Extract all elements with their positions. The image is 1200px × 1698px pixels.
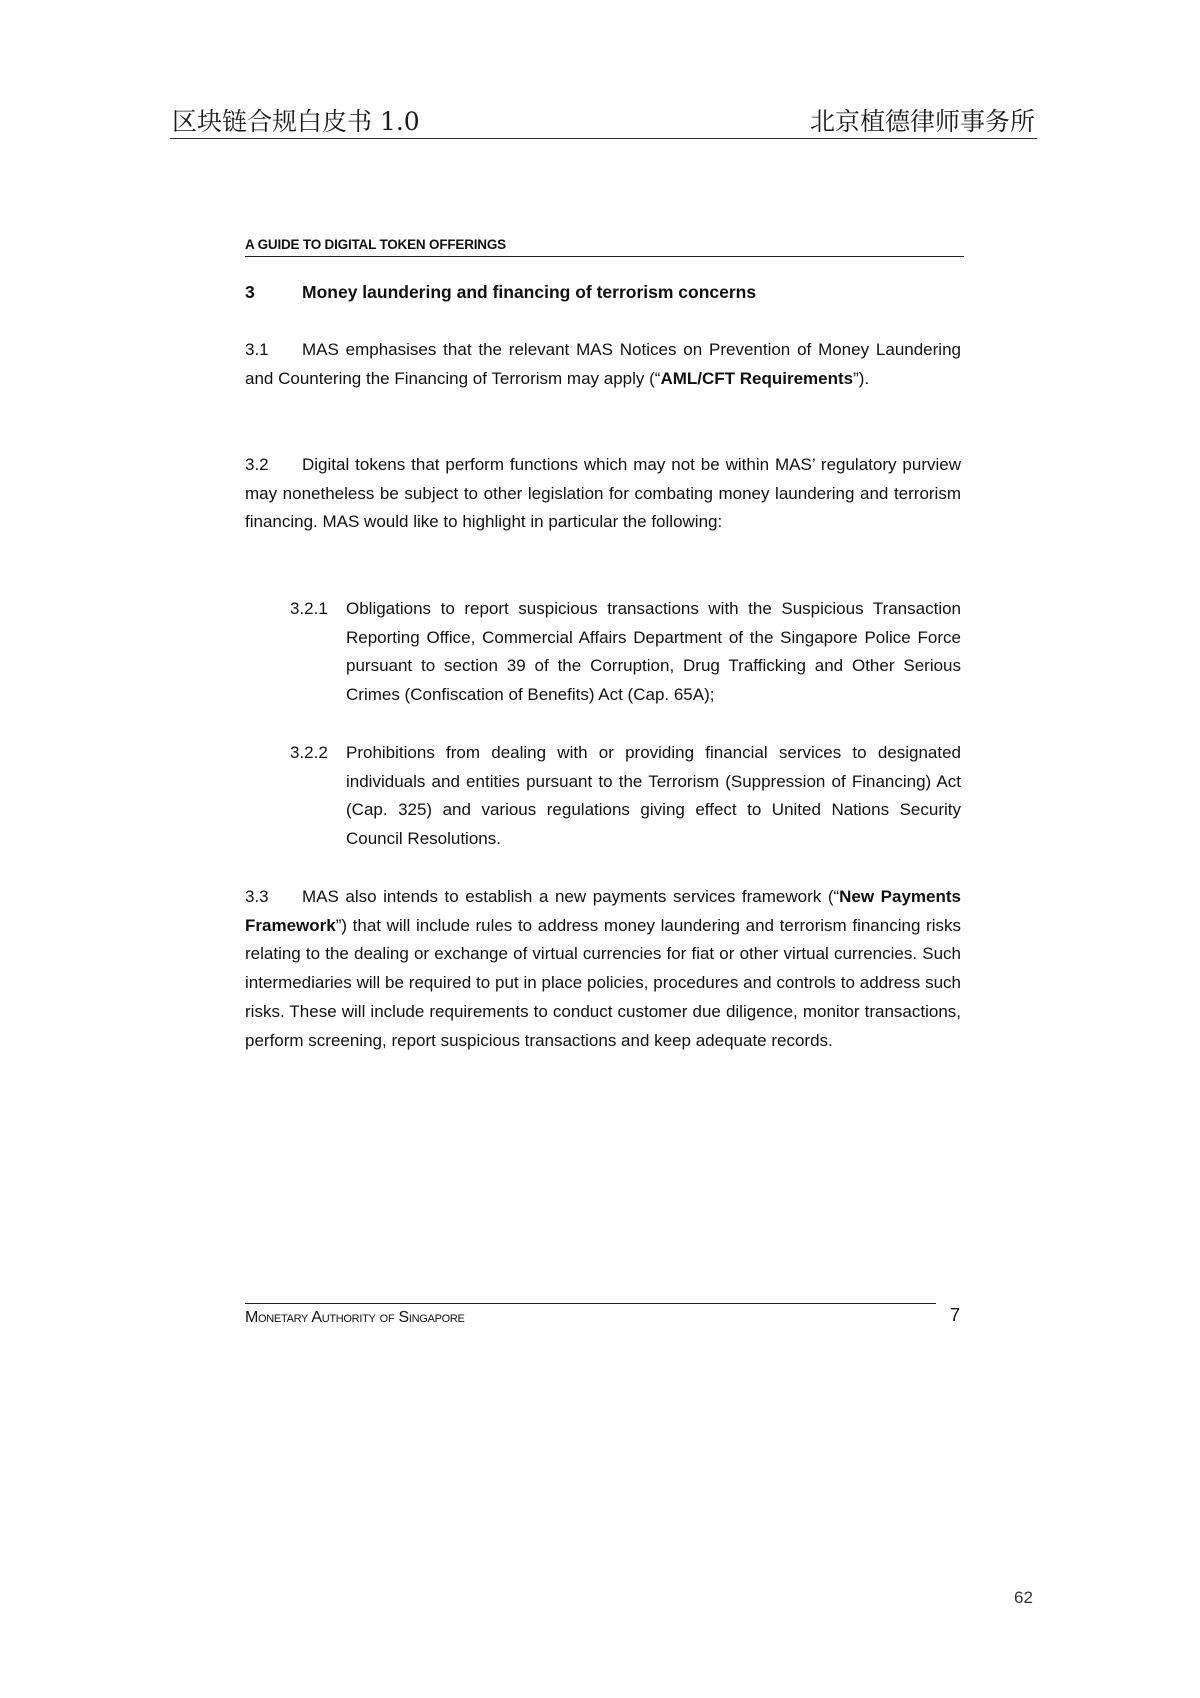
paragraph-3-1 (245, 336, 961, 393)
document-footer-rule (245, 1303, 936, 1304)
paragraph-number: 3.1 (245, 340, 269, 359)
subparagraph-3-2-2 (290, 739, 961, 854)
paragraph-text: Digital tokens that perform functions which may not be within MAS’ regulatory purview may nonetheless be subject to other legislation for combating money laundering and terrorism financing. MAS would like to highlight in particular the following: (245, 455, 961, 532)
paragraph-text: ”). (853, 368, 870, 388)
paragraph-text: MAS emphasises that the relevant MAS Notices on Prevention of Money Laundering and Countering the Financing of Terrorism may apply (“ (245, 340, 961, 388)
paragraph-number: 3.2 (245, 455, 269, 474)
section-heading (245, 282, 756, 303)
section-number: 3 (245, 282, 255, 302)
running-header-firm: 北京植德律师事务所 (809, 107, 1035, 136)
page-number: 62 (1014, 1588, 1033, 1607)
document-page-number: 7 (950, 1305, 961, 1325)
document-footer-publisher: Monetary Authority of Singapore (245, 1309, 465, 1326)
paragraph-3-2 (245, 451, 961, 537)
running-header-rule (170, 138, 1037, 139)
paragraph-text: MAS also intends to establish a new payments services framework (“ (302, 887, 840, 906)
subparagraph-text: Obligations to report suspicious transactions with the Suspicious Transaction Reporting Office, Commercial Affairs Department of the Singapore Police Force pursuant to section 39 of the Corruption, Drug Trafficking and Other Serious Crimes (Confiscation of Benefits) Act (Cap. 65A); (346, 599, 961, 705)
paragraph-text: ”) that will include rules to address money laundering and terrorism financing risks relating to the dealing or exchange of virtual currencies for fiat or other virtual currencies. Such intermediaries will be required to put in place policies, procedures and controls to address such risks. These will include requirements to conduct customer due diligence, monitor transactions, perform screening, report suspicious transactions and keep adequate records. (245, 915, 961, 1050)
defined-term: New Payments Framework (245, 887, 961, 935)
subparagraph-3-2-1 (290, 595, 961, 710)
subparagraph-number: 3.2.2 (290, 743, 328, 762)
running-header-title: 区块链合规白皮书 1.0 (172, 107, 420, 136)
paragraph-number: 3.3 (245, 887, 269, 906)
paragraph-3-3 (245, 883, 961, 1055)
defined-term: AML/CFT Requirements (660, 368, 854, 388)
subparagraph-number: 3.2.1 (290, 599, 328, 618)
document-header: A GUIDE TO DIGITAL TOKEN OFFERINGS (245, 237, 506, 252)
section-title: Money laundering and financing of terrorism concerns (302, 282, 757, 302)
subparagraph-text: Prohibitions from dealing with or providing financial services to designated individuals and entities pursuant to the Terrorism (Suppression of Financing) Act (Cap. 325) and various regulations giving effect to United Nations Security Council Resolutions. (346, 743, 961, 849)
document-header-rule (245, 256, 964, 257)
